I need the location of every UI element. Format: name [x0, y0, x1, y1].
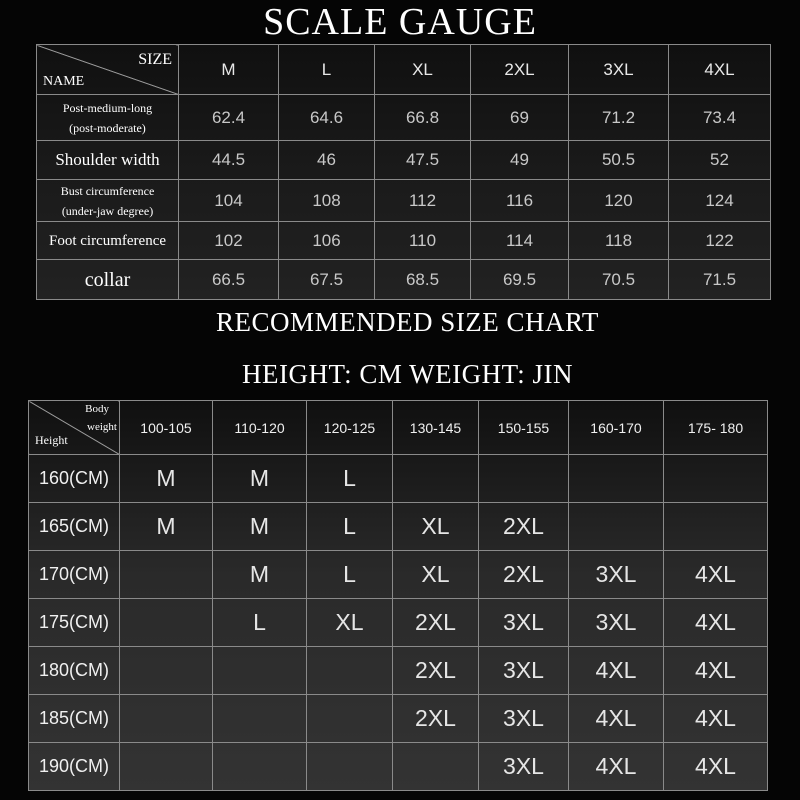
table-row [29, 455, 768, 503]
weight-column-header: 150-155 [479, 401, 569, 455]
size-cell [569, 503, 664, 551]
table-row [37, 222, 771, 260]
table-cell: 62.4 [179, 95, 279, 141]
size-cell: 2XL [393, 647, 479, 695]
size-cell [664, 503, 768, 551]
table-row [29, 743, 768, 791]
size-cell: M [213, 503, 307, 551]
table-cell: 110 [375, 222, 471, 260]
weight-header-label: weight [87, 421, 117, 433]
recommended-size-table [28, 400, 768, 791]
table-cell: 112 [375, 180, 471, 222]
size-cell [120, 743, 213, 791]
table-cell: 120 [569, 180, 669, 222]
size-column-header: XL [375, 45, 471, 95]
size-cell [213, 743, 307, 791]
size-cell: 3XL [479, 599, 569, 647]
size-cell: XL [393, 503, 479, 551]
table-cell: 108 [279, 180, 375, 222]
table-row [37, 260, 771, 300]
weight-column-header: 175- 180 [664, 401, 768, 455]
size-cell [307, 695, 393, 743]
size-cell: 3XL [569, 599, 664, 647]
table-row [29, 503, 768, 551]
size-cell: 3XL [569, 551, 664, 599]
table-cell: 66.5 [179, 260, 279, 300]
size-cell: 3XL [479, 647, 569, 695]
size-cell: 3XL [479, 743, 569, 791]
table-cell: 71.5 [669, 260, 771, 300]
size-cell: 4XL [664, 551, 768, 599]
table-cell: 47.5 [375, 141, 471, 180]
recommend-corner-header [29, 401, 120, 455]
size-cell [393, 743, 479, 791]
size-cell [393, 455, 479, 503]
size-cell: 2XL [479, 503, 569, 551]
height-header-label: Height [35, 433, 68, 447]
size-cell: 4XL [664, 743, 768, 791]
size-cell: 4XL [569, 695, 664, 743]
size-cell [120, 551, 213, 599]
size-cell: XL [307, 599, 393, 647]
row-label-line1: Post-medium-long [62, 100, 153, 115]
table-cell: 44.5 [179, 141, 279, 180]
table-cell: 52 [669, 141, 771, 180]
table-cell: 114 [471, 222, 569, 260]
row-label [37, 95, 179, 141]
size-cell: L [307, 551, 393, 599]
table-cell: 102 [179, 222, 279, 260]
table-cell: 66.8 [375, 95, 471, 141]
size-cell [120, 599, 213, 647]
weight-column-header: 160-170 [569, 401, 664, 455]
row-label: Foot circumference [37, 222, 179, 260]
weight-column-header: 100-105 [120, 401, 213, 455]
table-cell: 69 [471, 95, 569, 141]
height-row-label: 160(CM) [29, 455, 120, 503]
table-row [37, 141, 771, 180]
table-cell: 122 [669, 222, 771, 260]
size-cell: 2XL [393, 599, 479, 647]
table-cell: 64.6 [279, 95, 375, 141]
table-cell: 49 [471, 141, 569, 180]
body-header-label: Body [85, 403, 109, 415]
row-label-line1: Bust circumference [60, 183, 155, 198]
table-cell: 116 [471, 180, 569, 222]
table-cell: 50.5 [569, 141, 669, 180]
height-row-label: 165(CM) [29, 503, 120, 551]
size-cell [479, 455, 569, 503]
table-cell: 106 [279, 222, 375, 260]
size-cell: 2XL [393, 695, 479, 743]
size-cell: M [213, 455, 307, 503]
weight-column-header: 120-125 [307, 401, 393, 455]
size-cell [569, 455, 664, 503]
table-cell: 69.5 [471, 260, 569, 300]
size-cell: L [213, 599, 307, 647]
table-cell: 124 [669, 180, 771, 222]
height-row-label: 170(CM) [29, 551, 120, 599]
row-label: Shoulder width [37, 141, 179, 180]
size-column-header: L [279, 45, 375, 95]
table-cell: 73.4 [669, 95, 771, 141]
size-cell: 4XL [664, 599, 768, 647]
table-cell: 46 [279, 141, 375, 180]
row-label [37, 180, 179, 222]
size-cell [307, 647, 393, 695]
height-row-label: 180(CM) [29, 647, 120, 695]
size-cell [213, 695, 307, 743]
weight-column-header: 130-145 [393, 401, 479, 455]
table-cell: 68.5 [375, 260, 471, 300]
table-cell: 104 [179, 180, 279, 222]
size-cell: 4XL [569, 743, 664, 791]
table-row [37, 95, 771, 141]
size-cell: XL [393, 551, 479, 599]
table-row [29, 599, 768, 647]
size-column-header: 3XL [569, 45, 669, 95]
size-column-header: 2XL [471, 45, 569, 95]
size-cell [213, 647, 307, 695]
size-cell [307, 743, 393, 791]
size-cell: 2XL [479, 551, 569, 599]
size-cell: M [120, 455, 213, 503]
recommended-size-chart-title: RECOMMENDED SIZE CHART [216, 307, 599, 337]
name-header-label: NAME [43, 74, 85, 89]
size-cell: 3XL [479, 695, 569, 743]
row-label: collar [37, 260, 179, 300]
table-cell: 71.2 [569, 95, 669, 141]
page-title: SCALE GAUGE [263, 1, 537, 43]
gauge-corner-header [37, 45, 179, 95]
table-row [29, 551, 768, 599]
height-row-label: 175(CM) [29, 599, 120, 647]
size-cell: L [307, 503, 393, 551]
table-cell: 70.5 [569, 260, 669, 300]
table-row [29, 695, 768, 743]
height-row-label: 190(CM) [29, 743, 120, 791]
table-row [29, 647, 768, 695]
size-cell [664, 455, 768, 503]
table-row [37, 180, 771, 222]
row-label-line2: (under-jaw degree) [61, 203, 154, 218]
size-cell: M [213, 551, 307, 599]
size-column-header: M [179, 45, 279, 95]
size-cell [120, 695, 213, 743]
table-cell: 118 [569, 222, 669, 260]
weight-column-header: 110-120 [213, 401, 307, 455]
size-cell: 4XL [664, 647, 768, 695]
size-header-label: SIZE [138, 51, 172, 68]
size-column-header: 4XL [669, 45, 771, 95]
scale-gauge-table [36, 44, 771, 300]
height-row-label: 185(CM) [29, 695, 120, 743]
size-cell: 4XL [664, 695, 768, 743]
size-cell: 4XL [569, 647, 664, 695]
units-subtitle: HEIGHT: CM WEIGHT: JIN [241, 359, 574, 389]
size-cell: L [307, 455, 393, 503]
table-cell: 67.5 [279, 260, 375, 300]
size-cell [120, 647, 213, 695]
row-label-line2: (post-moderate) [69, 120, 146, 135]
size-cell: M [120, 503, 213, 551]
